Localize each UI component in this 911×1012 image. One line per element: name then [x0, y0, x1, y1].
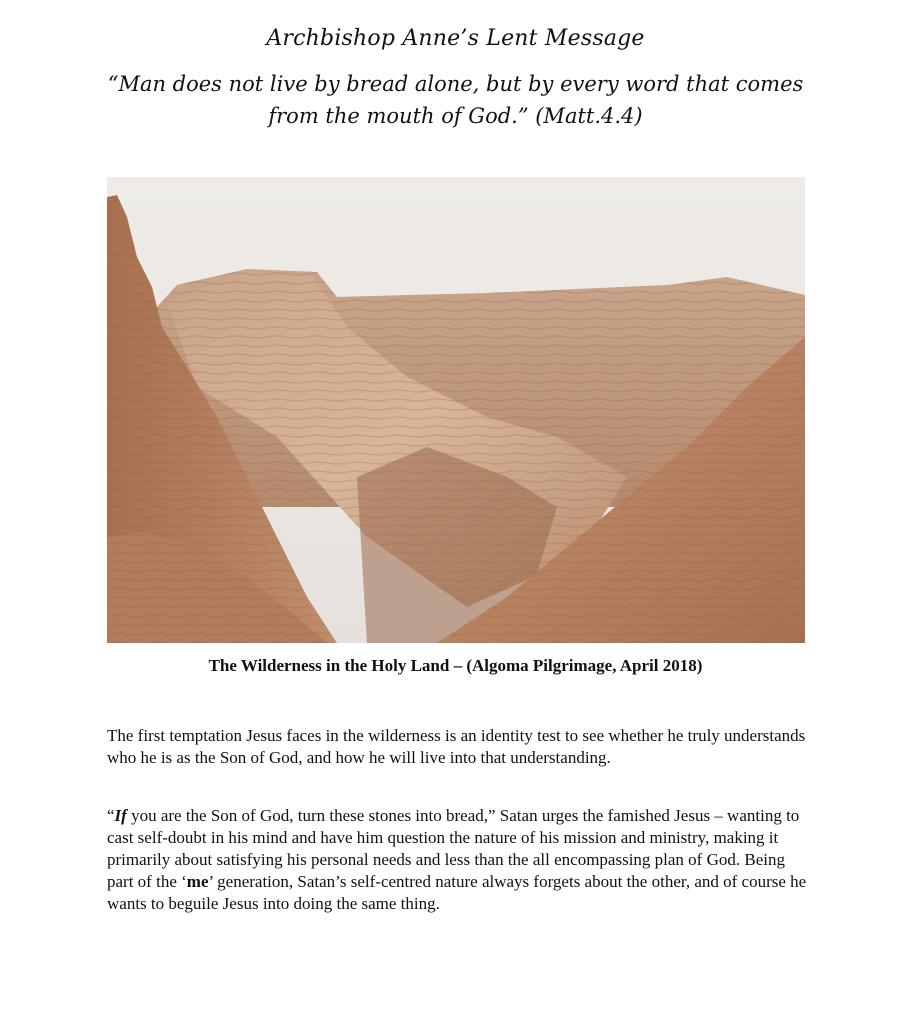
opening-quote-mark: “ — [107, 806, 115, 825]
body-paragraph-1: The first temptation Jesus faces in the wilderness is an identity test to see whether he truly understands who he is as the Son of God, and how he will live into that understanding. — [107, 726, 806, 767]
photo-caption: The Wilderness in the Holy Land – (Algoma Pilgrimage, April 2018) — [208, 656, 703, 675]
wilderness-landscape-image — [107, 177, 805, 643]
message-title: Archbishop Anne’s Lent Message — [266, 26, 645, 51]
scripture-quote: “Man does not live by bread alone, but by every word that comes from the mouth of God.” (Matt.4.4) — [107, 72, 804, 128]
emphasis-me: me — [186, 872, 209, 891]
wilderness-photo — [107, 177, 805, 643]
emphasis-if: If — [114, 806, 127, 825]
body-paragraph-2 — [107, 805, 807, 915]
paragraph-2-text-b: ’ generation, Satan’s self-centred nature always forgets about the other, and of course he wants to beguile Jesus into doing the same thing. — [107, 872, 807, 913]
paragraph-2-text-a: you are the Son of God, turn these stones into bread,” Satan urges the famished Jesus – wanting to cast self-doubt in his mind and have him question the nature of his mission and ministry, making it primarily about satisfying his personal needs and less than the all encompassing plan of God. Being part of the ‘ — [107, 806, 800, 891]
